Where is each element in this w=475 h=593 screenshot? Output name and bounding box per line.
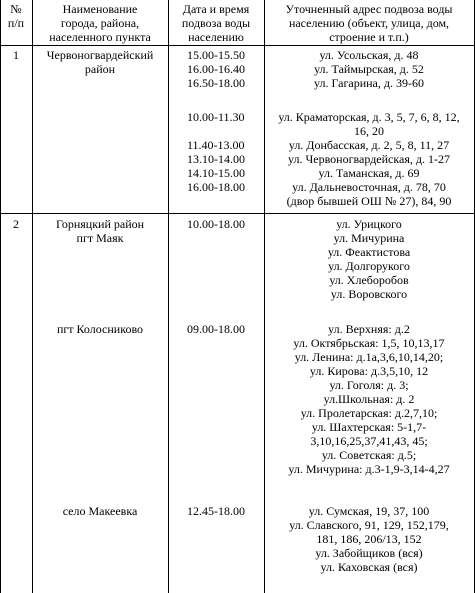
time-list: 10.00-18.00 bbox=[187, 217, 245, 231]
time-list: 09.00-18.00 bbox=[187, 322, 245, 336]
header-divider bbox=[0, 45, 475, 46]
header-num: № п/п bbox=[7, 2, 25, 30]
header-name: Наименование города, района, населенного пункта bbox=[49, 2, 151, 44]
address-list: ул. Урицкого ул. Мичурина ул. Феактистова ул. Долгорукого ул. Хлеборобов ул. Воровского bbox=[327, 217, 411, 301]
district-name: Червоногвардейский район bbox=[46, 48, 154, 76]
time-list: 10.00-11.30 bbox=[187, 110, 245, 124]
address-list: ул. Сумская, 19, 37, 100 ул. Славского, 91, 129, 152,179, 181, 186, 206/13, 152 ул. Забойщиков (вся) ул. Каховская (вся) bbox=[289, 504, 449, 574]
time-list: 12.45-18.00 bbox=[187, 504, 245, 518]
address-list: ул. Усольская, д. 48 ул. Таймырская, д. 52 ул. Гагарина, д. 39-60 bbox=[314, 48, 424, 90]
row-divider bbox=[0, 213, 475, 214]
address-list: ул. Верхняя: д.2 ул. Октябрьская: 1,5, 10,13,17 ул. Ленина: д.1а,3,6,10,14,20; ул. Кирова: д.3,5,10, 12 ул. Гоголя: д. 3; ул.Школьная: д. 2 ул. Пролетарская: д.2,7,10; ул. Шахтерская: 5-1,7- 3,10,16,25,37,41,43, 45; ул. Советская: д.5; ул. Мичурина: д.3-1,9-3,14-4,27 bbox=[288, 322, 450, 476]
header-time: Дата и время подвоза воды населению bbox=[181, 2, 251, 44]
settlement-name: село Макеевка bbox=[62, 504, 138, 518]
address-list: ул. Краматорская, д. 3, 5, 7, 6, 8, 12, 16, 20 bbox=[278, 110, 460, 138]
row-number: 2 bbox=[13, 217, 19, 231]
column-divider bbox=[168, 0, 169, 593]
row-number: 1 bbox=[13, 48, 19, 62]
address-list: ул. Донбасская, д. 2, 5, 8, 11, 27 ул. Червоногвардейская, д. 1-27 ул. Таманская, д. 69 ул. Дальневосточная, д. 78, 70 (двор бывшей ОШ № 27), 84, 90 bbox=[286, 138, 452, 208]
time-list: 11.40-13.00 13.10-14.00 14.10-15.00 16.00-18.00 bbox=[187, 138, 245, 194]
settlement-name: пгт Колосниково bbox=[56, 322, 144, 336]
table-border-left bbox=[0, 0, 1, 593]
header-address: Уточненный адрес подвоза воды населению (объект, улица, дом, строение и т.п.) bbox=[285, 2, 453, 44]
district-name: Горняцкий район пгт Маяк bbox=[55, 217, 145, 245]
time-list: 15.00-15.50 16.00-16.40 16.50-18.00 bbox=[187, 48, 245, 90]
